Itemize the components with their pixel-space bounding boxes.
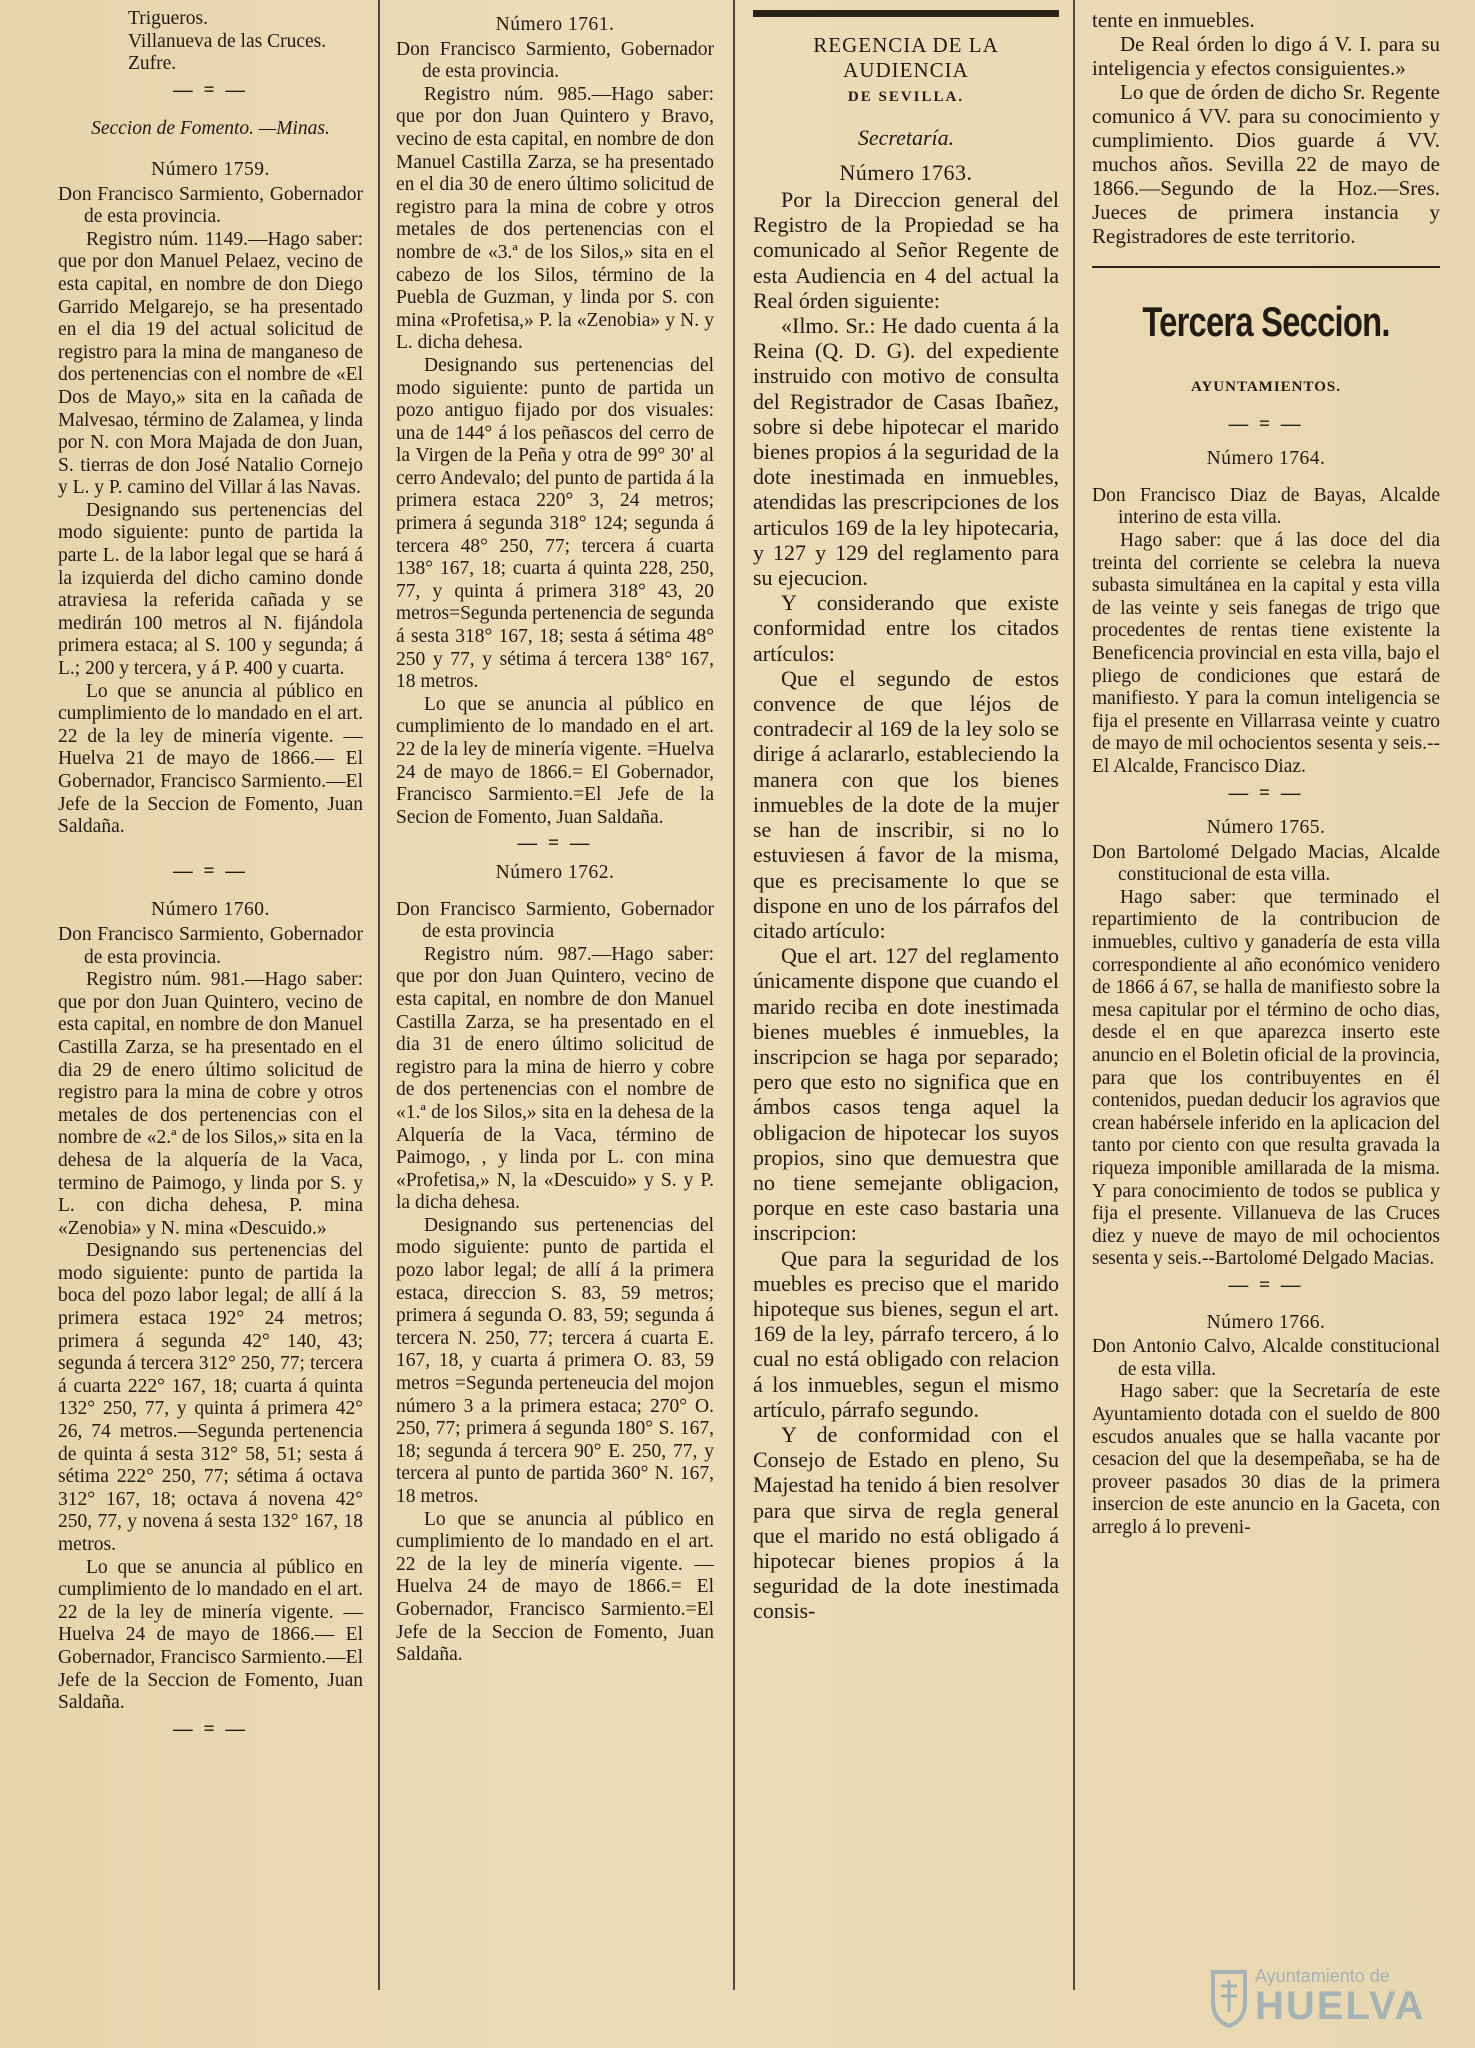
notice-header: Don Antonio Calvo, Alcalde constitucional de esta villa.: [1092, 1336, 1440, 1380]
watermark: [1205, 1960, 1473, 2046]
separator: — = —: [173, 860, 248, 882]
column-divider: [1073, 0, 1075, 1990]
notice-designation: Designando sus pertenencias del modo siguiente: punto de partida la boca del pozo labor legal; de allí á la primera estaca 192° 24 metros; primera á segunda 42° 140, 43; segunda á tercera 312° 250, 77; tercera á cuarta 222° 167, 18; cuarta á quinta 132° 250, 77, y quinta á primera 42° 26, 74 metros.—Segunda pertenencia de quinta á sesta 312° 58, 51; sesta á sétima 222° 250, 77; sétima á octava 312° 167, 18; octava á novena 42° 250, 77, y novena á sesta 132° 167, 18 metros.: [58, 1240, 363, 1555]
regencia-heading: REGENCIA DE LA AUDIENCIA: [813, 33, 999, 83]
town-line: Zufre.: [128, 53, 177, 75]
notice-closing: Lo que se anuncia al público en cumplimiento de lo mandado en el art. 22 de la ley de minería vigente. —Huelva 24 de mayo de 1866.— El Gobernador, Francisco Sarmiento.—El Jefe de la Seccion de Fomento, Juan Saldaña.: [58, 1556, 363, 1714]
watermark-line2: HUELVA: [1255, 1984, 1426, 2028]
notice-number: Número 1764.: [1206, 448, 1326, 470]
notice-paragraph: Que para la seguridad de los muebles es preciso que el marido hipoteque sus bienes, segun el art. 169 de la ley, párrafo tercero, á lo cual no está obligado con relacion á los inmuebles, segun el mismo artículo, párrafo segundo.: [753, 1245, 1059, 1422]
town-line: Villanueva de las Cruces.: [128, 30, 327, 52]
notice-paragraph: Que el art. 127 del reglamento únicamente dispone que cuando el marido reciba en dote inestimada bienes muebles é inmuebles, la inscripcion se haga por separado; pero que esto no significa que en ámbos casos tenga aquel la obligacion de hipotecar los suyos propios, sino que demuestra que no tiene semejante obligacion, porque en este caso bastaria una inscripcion:: [753, 943, 1059, 1246]
notice-header: Don Francisco Sarmiento, Gobernador de esta provincia.: [58, 923, 363, 968]
column-divider: [378, 0, 380, 1990]
notice-body: Registro núm. 985.—Hago saber: que por don Juan Quintero y Bravo, vecino de esta capital, en nombre de don Manuel Castilla Zarza, se ha presentado en el dia 30 de enero último solicitud de registro para la mina de cobre y otros metales de dos pertenencias con el nombre de «3.ª de los Silos,» sita en el cabezo de los Silos, término de la Puebla de Guzman, y linda por S. con mina «Profetisa,» P. la «Zenobia» y N. y L. dicha dehesa.: [396, 83, 714, 354]
notice-header: Don Francisco Diaz de Bayas, Alcalde interino de esta villa.: [1092, 484, 1440, 529]
notice-body: Registro núm. 981.—Hago saber: que por don Juan Quintero, vecino de esta capital, en nombre de don Manuel Castilla Zarza, se ha presentado en el dia 29 de enero último solicitud de registro para la mina de cobre y otros metales de dos pertenencias con el nombre de «2.ª de los Silos,» sita en la dehesa de la alquería de la Vaca, termino de Paimogo, y linda por S. y L. con dicha dehesa, P. mina «Zenobia» y N. mina «Descuido.»: [58, 969, 363, 1239]
separator: — = —: [1228, 1274, 1304, 1296]
ayuntamientos-heading: AYUNTAMIENTOS.: [1190, 379, 1341, 395]
separator: — = —: [173, 1718, 248, 1740]
notice-body: Hago saber: que terminado el repartimiento de la contribucion de inmuebles, cultivo y ganadería de esta villa correspondiente al año económico venidero de 1866 á 67, se halla de manifiesto sobre la mesa capitular por el término de ocho dias, desde el en que aparezca inserto este anuncio en el Boletin oficial de la provincia, para que los contribuyentes en él contenidos, puedan deducir los agravios que crean habérsele inferido en la aplicacion del tanto por ciento con que resulta gravada la riqueza imponible amillarada de la misma. Y para conocimiento de todos se publica y fija el presente. Villanueva de las Cruces diez y nueve de mayo de mil ochocientos sesenta y seis.--Bartolomé Delgado Macias.: [1092, 886, 1440, 1270]
notice-body: Hago saber: que á las doce del dia treinta del corriente se celebra la nueva subasta simultánea en la capital y esta villa de las veinte y seis fanegas de trigo que procedentes de rentas tiene existente la Beneficencia provincial en esta villa, bajo el pliego de condiciones que estará de manifiesto. Y para la comun inteligencia se fija el presente en Villarrasa veinte y cuatro de mayo de mil ochocientos sesenta y seis.--El Alcalde, Francisco Diaz.: [1092, 529, 1440, 777]
separator: — = —: [1228, 413, 1304, 435]
notice-paragraph: Por la Direccion general del Registro de la Propiedad se ha comunicado al Señor Regente de esta Audiencia en 4 del actual la Real órden siguiente:: [753, 187, 1059, 313]
notice-closing: Lo que se anuncia al público en cumplimiento de lo mandado en el art. 22 de la ley de minería vigente. —Huelva 21 de mayo de 1866.— El Gobernador, Francisco Sarmiento.—El Jefe de la Seccion de Fomento, Juan Saldaña.: [58, 680, 363, 838]
notice-designation: Designando sus pertenencias del modo siguiente: punto de partida un pozo antiguo fijado por dos visuales: una de 144° á los peñascos del cerro de la Virgen de la Peña y otra de 99° 30' al cerro Andevalo; del punto de partida á la primera estaca 220° 3, 24 metros; primera á segunda 318° 124; segunda á tercera 48° 250, 77; tercera á cuarta 138° 167, 18; cuarta á quinta 228, 250, 77, y quinta á primera 318° 43, 20 metros=Segunda pertenencia de segunda á sesta 318° 167, 18; sesta á sétima 48° 250 y 77, y sétima á tercera 138° 167, 18 metros.: [396, 354, 714, 693]
notice-number: Número 1763.: [839, 159, 973, 185]
notice-closing: Lo que se anuncia al público en cumplimiento de lo mandado en el art. 22 de la ley de minería vigente. =Huelva 24 de mayo de 1866.= El Gobernador, Francisco Sarmiento.=El Jefe de la Secion de Fomento, Juan Saldaña.: [396, 693, 714, 828]
notice-body: Registro núm. 1149.—Hago saber: que por don Manuel Pelaez, vecino de esta capital, en nombre de don Diego Garrido Melgarejo, se ha presentado en el dia 19 del actual solicitud de registro para la mina de manganeso de dos pertenencias con el nombre de «El Dos de Mayo,» sita en la cañada de Malvesao, término de Zalamea, y linda por N. con Mora Majada de don Juan, S. tierras de don José Natalio Cornejo y L. y P. camino del Villar á las Navas.: [58, 228, 363, 499]
notice-paragraph: Que el segundo de estos convence de que léjos de contradecir al 169 de la ley solo se dirige á aclararlo, estableciendo la manera con que los bienes inmuebles de la dote de la mujer se han de inscribir, si no lo estuviesen á favor de la misma, que es precisamente lo que se dispone en uno de los párrafos del citado artículo:: [753, 665, 1059, 943]
column-divider: [733, 0, 735, 1990]
tercera-seccion-title: Tercera Seccion.: [1142, 298, 1390, 345]
notice-number: Número 1766.: [1206, 1311, 1326, 1333]
column-1: [58, 8, 363, 1745]
notice-paragraph: Y de conformidad con el Consejo de Estado en pleno, Su Majestad ha tenido á bien resolver para que sirva de regla general que el marido no está obligado á hipotecar bienes propios á la seguridad de la dote inestimada consis-: [753, 1421, 1059, 1624]
regencia-subheading: DE SEVILLA.: [847, 89, 965, 106]
notice-paragraph: Y considerando que existe conformidad entre los citados artículos:: [753, 590, 1059, 666]
notice-header: Don Francisco Sarmiento, Gobernador de esta provincia: [396, 898, 714, 943]
notice-number: Número 1765.: [1206, 817, 1326, 839]
column-2: [396, 8, 714, 1667]
separator: — = —: [1228, 782, 1304, 804]
notice-body: Hago saber: que la Secretaría de este Ayuntamiento dotada con el sueldo de 800 escudos anuales que se halla vacante por cesacion del que la desempeñaba, se ha de proveer pasados 30 dias de la primera insercion de este anuncio en la Gaceta, con arreglo á lo preveni-: [1092, 1381, 1440, 1538]
secretaria-heading: Secretaría.: [857, 124, 955, 150]
column-4: [1092, 8, 1440, 1540]
section-rule: [1092, 266, 1440, 268]
watermark-line1: Ayuntamiento de: [1255, 1966, 1390, 1986]
notice-header: Don Bartolomé Delgado Macias, Alcalde constitucional de esta villa.: [1092, 841, 1440, 886]
huelva-shield-icon: [1209, 1968, 1249, 2028]
continued-text: Lo que de órden de dicho Sr. Regente comunico á VV. para su conocimiento y cumplimiento. Dios guarde á VV. muchos años. Sevilla 22 de mayo de 1866.—Segundo de la Hoz.—Sres. Jueces de primera instancia y Registradores de este territorio.: [1092, 80, 1440, 248]
notice-number: Número 1760.: [151, 899, 270, 921]
town-line: Trigueros.: [128, 8, 208, 29]
notice-designation: Designando sus pertenencias del modo siguiente: punto de partida la parte L. de la labor legal que se hará á la izquierda del dicho camino donde atraviesa la referida cañada y se medirán 100 metros al N. fijándola primera estaca; al S. 100 y segunda; á L.; 200 y tercera, y á P. 400 y cuarta.: [58, 499, 363, 680]
notice-paragraph: «Ilmo. Sr.: He dado cuenta á la Reina (Q. D. G). del expediente instruido con motivo de consulta del Registrador de Casas Ibañez, sobre si debe hipotecar el marido bienes propios á la seguridad de la dote inestimada en inmuebles, atendidas las prescripciones de los articulos 169 de la ley hipotecaria, y 127 y 129 del reglamento para su ejecucion.: [753, 313, 1059, 591]
notice-closing: Lo que se anuncia al público en cumplimiento de lo mandado en el art. 22 de la ley de minería vigente. —Huelva 24 de mayo de 1866.= El Gobernador, Francisco Sarmiento.=El Jefe de la Seccion de Fomento, Juan Saldaña.: [396, 1508, 714, 1666]
notice-body: Registro núm. 987.—Hago saber: que por don Juan Quintero, vecino de esta capital, en nombre de don Manuel Castilla Zarza, se ha presentado en el dia 31 de enero último solicitud de registro para la mina de hierro y cobre de dos pertenencias con el nombre de «1.ª de los Silos,» sita en la dehesa de la Alquería de la Vaca, término de Paimogo, , y linda por L. con mina «Profetisa,» N, la «Descuido» y S. y P. la dicha dehesa.: [396, 943, 714, 1214]
notice-number: Número 1761.: [495, 14, 615, 35]
separator: — = —: [173, 79, 248, 101]
notice-designation: Designando sus pertenencias del modo siguiente: punto de partida el pozo labor legal; de allí á la primera estaca, direccion S. 83, 59 metros; primera á segunda O. 83, 59; segunda á tercera N. 250, 77; tercera á cuarta E. 167, 18, y cuarta á primera O. 83, 59 metros =Segunda perteneucia del mojon número 3 a la primera estaca; 270° O. 250, 77; primera á segunda 180° S. 167, 18; segunda á tercera 90° E. 250, 77, y tercera al punto de partida 360° N. 167, 18 metros.: [396, 1214, 714, 1507]
continued-text: De Real órden lo digo á V. I. para su inteligencia y efectos consiguientes.»: [1092, 32, 1440, 80]
section-heading: Seccion de Fomento. —Minas.: [91, 118, 330, 140]
notice-header: Don Francisco Sarmiento, Gobernador de esta provincia.: [396, 38, 714, 83]
heavy-rule: [753, 10, 1059, 17]
separator: — = —: [517, 833, 593, 855]
continued-text: tente en inmuebles.: [1092, 8, 1255, 32]
column-3: [753, 8, 1059, 1624]
notice-header: Don Francisco Sarmiento, Gobernador de esta provincia.: [58, 183, 363, 228]
notice-number: Número 1759.: [151, 158, 270, 180]
notice-number: Número 1762.: [495, 861, 615, 883]
